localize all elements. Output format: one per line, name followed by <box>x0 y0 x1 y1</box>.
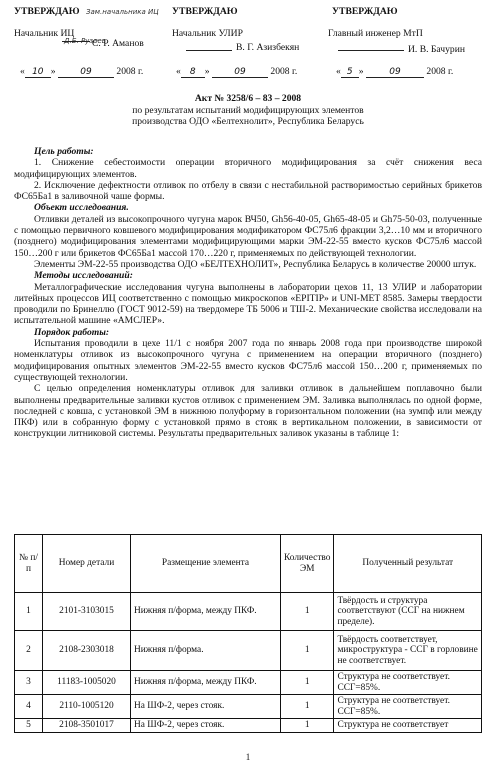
table-cell: Структура не соответствует. ССГ=85%. <box>334 671 482 695</box>
column-header: Номер детали <box>43 535 131 593</box>
table-cell: 3 <box>15 671 43 695</box>
table-row <box>15 671 482 695</box>
table-cell: 2108-2303018 <box>43 631 131 671</box>
column-header: № п/п <box>15 535 43 593</box>
table-cell: 1 <box>281 631 334 671</box>
column-header: Полученный результат <box>334 535 482 593</box>
table-cell: 2101-3103015 <box>43 593 131 631</box>
signature-line <box>186 50 232 51</box>
paragraph: Отливки деталей из высокопрочного чугуна марок ВЧ50, Gh56-40-05, Gh65-48-05 и Gh75-50-03, полученные с помощью первичного ковшевого модифицирования модификатором ФС75л6 фракции 3,2…10 мм и вторичного (позднего) модифицирования элементами модифицирующими марки ЭМ-22-55 вместо кусков ФС75л6 массой 150…200 г или брикетов ФС65Ба1 массой 170…220 г, применяемых по действующей технологии. <box>14 213 482 259</box>
section-heading-methods: Методы исследований: <box>34 270 133 282</box>
signature-line <box>62 41 90 42</box>
paragraph: 1. Снижение себестоимости операции вторичного модифицирования за счёт снижения веса модифицирующих элементов. <box>14 157 482 180</box>
approval-title: УТВЕРЖДАЮ <box>332 6 398 17</box>
table-row <box>15 695 482 719</box>
table-cell: Структура не соответствует. ССГ=85%. <box>334 695 482 719</box>
approval-name: С. Р. Аманов <box>92 38 144 49</box>
table-cell: 11183-1005020 <box>43 671 131 695</box>
approval-position: Начальник УЛИР <box>172 28 243 39</box>
approval-position: Главный инженер МтП <box>328 28 423 39</box>
approval-position: Начальник ИЦ <box>14 28 75 39</box>
section-heading-goal: Цель работы: <box>34 146 94 157</box>
table-cell: Твёрдость и структура соответствуют (ССГ на нижнем пределе). <box>334 593 482 631</box>
table-row <box>15 631 482 671</box>
table-row <box>15 593 482 631</box>
table-cell: 1 <box>281 695 334 719</box>
approval-block-2 <box>172 6 322 40</box>
signature-line <box>338 50 404 51</box>
table-cell: Нижняя п/форма, между ПКФ. <box>131 671 281 695</box>
table-cell: 4 <box>15 695 43 719</box>
table-cell: 5 <box>15 719 43 733</box>
table-cell: 1 <box>281 671 334 695</box>
title-line-2: по результатам испытаний модифицирующих элементов <box>132 104 364 116</box>
approval-date-2: « 8 » 09 2008 г. <box>176 66 298 77</box>
paragraph: 2. Исключение дефектности отливок по отбелу в связи с нестабильной растворимостью серийных брикетов ФС65Ба1 в заливочной чаше формы. <box>14 179 482 203</box>
approval-date-1: « 10 » 09 2008 г. <box>20 66 144 77</box>
table-cell: На ШФ-2, через стояк. <box>131 719 281 733</box>
table-cell: Нижняя п/форма. <box>131 631 281 671</box>
column-header: Количество ЭМ <box>281 535 334 593</box>
approval-sign-note: Д.Б. Рузаев <box>64 37 106 45</box>
table-cell: 2110-1005120 <box>43 695 131 719</box>
approval-title: УТВЕРЖДАЮ <box>14 6 80 17</box>
section-heading-object: Объект исследования. <box>34 202 129 214</box>
table-cell: 1 <box>15 593 43 631</box>
paragraph: Металлографические исследования чугуна выполнены в лаборатории цехов 11, 13 УЛИР и лаборатории литейных процессов ИЦ соответственно с помощью микроскопов «EPITIP» и UNI-MET 8585. Замеры твердости проводили по Бринеллю (ГОСТ 9012-59) на твердомере ТБ 5006 и ТШ-2. Механические свойства исследовали на испытательной машине «АМСЛЕР». <box>14 281 482 327</box>
paragraph: С целью определения номенклатуры отливок для заливки отливок в дальнейшем поплавочно были выполнены предварительные заливки кустов отливок с применением ЭМ. Заливка выполнялась по одной форме, последней с ковша, с установкой ЭМ в нижнюю полуформу в горизонтальном положении (на зумпф или между ПКФ) или в собранную форму с установкой прямо в стояк в вертикальном положении, в зависимости от конструкции литниковой системы. Результаты предварительных заливок указаны в таблице 1: <box>14 383 482 440</box>
approval-block-3 <box>328 6 488 40</box>
table-cell: 1 <box>281 593 334 631</box>
table-row <box>15 719 482 733</box>
document-body <box>14 146 482 440</box>
approval-date-3: « 5 » 09 2008 г. <box>336 66 454 77</box>
table-cell: 1 <box>281 719 334 733</box>
approval-title: УТВЕРЖДАЮ <box>172 6 238 17</box>
table-cell: Нижняя п/форма, между ПКФ. <box>131 593 281 631</box>
paragraph: Испытания проводили в цехе 11/1 с ноября 2007 года по январь 2008 года при производстве широкой номенклатуры отливок из высокопрочного чугуна с применением на операции вторичного (позднего) модифицирования опытных элементов ЭМ-22-55 вместо кусков ФС75л6 массой 150…200 г, применяемых по существующей технологии. <box>14 338 482 383</box>
table-cell: 2108-3501017 <box>43 719 131 733</box>
title-line-3: производства ОДО «Белтехнолит», Республика Беларусь <box>132 116 364 127</box>
column-header: Размещение элемента <box>131 535 281 593</box>
approval-stamp: Зам.начальника ИЦ <box>85 8 159 16</box>
paragraph: Элементы ЭМ-22-55 производства ОДО «БЕЛТЕХНОЛИТ», Республика Беларусь в количестве 20000 штук. <box>34 258 477 270</box>
table-cell: Структура не соответствует <box>334 719 482 733</box>
table-cell: 2 <box>15 631 43 671</box>
act-number: Акт № 3258/6 – 83 – 2008 <box>194 93 302 104</box>
page-number: 1 <box>245 752 251 762</box>
approval-name: И. В. Бачурин <box>408 44 465 55</box>
document-title <box>0 93 496 128</box>
section-heading-order: Порядок работы: <box>34 326 110 338</box>
results-table <box>14 534 482 733</box>
table-header-row <box>15 535 482 593</box>
table-cell: На ШФ-2, через стояк. <box>131 695 281 719</box>
table-cell: Твёрдость соответствует, микроструктура - ССГ в горловине не соответствует. <box>334 631 482 671</box>
approval-name: В. Г. Азизбекян <box>236 42 300 53</box>
